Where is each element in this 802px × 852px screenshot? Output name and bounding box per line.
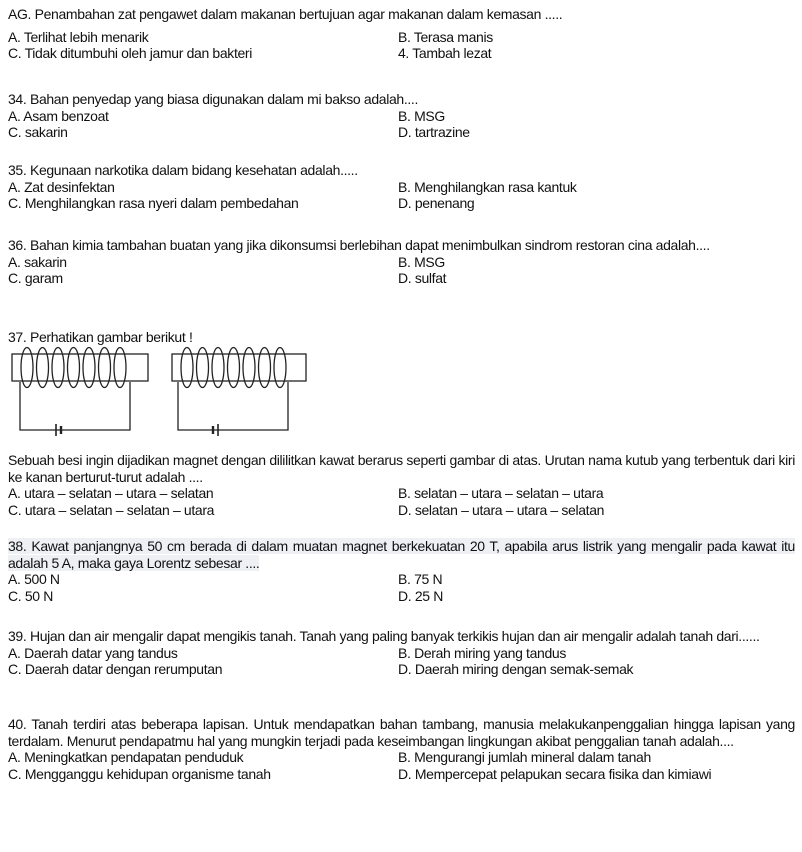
option-b[interactable]: B. MSG	[398, 107, 445, 124]
question-stem: 37. Perhatikan gambar berikut !	[8, 329, 193, 345]
option-d[interactable]: D. sulfat	[398, 270, 447, 286]
option-d[interactable]: D. Daerah miring dengan semak-semak	[398, 661, 634, 677]
option-c[interactable]: C. Daerah datar dengan rerumputan	[8, 661, 223, 677]
option-b[interactable]: B. 75 N	[398, 571, 443, 587]
option-b[interactable]: B. selatan – utara – selatan – utara	[398, 485, 604, 501]
option-b[interactable]: B. Derah miring yang tandus	[398, 644, 566, 661]
question-text: Sebuah besi ingin dijadikan magnet dengan dililitkan kawat berarus seperti gambar di atas. Urutan nama kutub yang terbentuk dari kiri ke kanan berturut-turut adalah ....	[8, 452, 795, 485]
option-a[interactable]: A. Terlihat lebih menarik	[8, 28, 149, 45]
question-40	[8, 716, 795, 782]
option-a[interactable]: A. utara – selatan – utara – selatan	[8, 485, 214, 501]
option-d[interactable]: D. tartrazine	[398, 124, 470, 140]
option-d[interactable]: D. Mempercepat pelapukan secara fisika dan kimiawi	[398, 765, 712, 782]
question-stem: 40. Tanah terdiri atas beberapa lapisan. Untuk mendapatkan bahan tambang, manusia melakukanpenggalian hingga lapisan yang terdalam. Menurut pendapatmu hal yang mungkin terjadi pada keseimbangan lingkungan akibat penggalian tanah adalah....	[8, 716, 795, 749]
option-d[interactable]: D. 25 N	[398, 587, 444, 604]
question-38	[8, 538, 795, 604]
option-a[interactable]: A. 500 N	[8, 571, 60, 587]
option-b[interactable]: B. Terasa manis	[398, 28, 493, 45]
question-ag	[8, 6, 795, 62]
question-39	[8, 628, 795, 678]
option-c[interactable]: C. Menghilangkan rasa nyeri dalam pembedahan	[8, 195, 299, 211]
option-c[interactable]: C. Tidak ditumbuhi oleh jamur dan bakteri	[8, 45, 253, 61]
solenoid-right	[172, 348, 306, 437]
question-stem: 36. Bahan kimia tambahan buatan yang jika dikonsumsi berlebihan dapat menimbulkan sindrom restoran cina adalah....	[8, 237, 710, 253]
question-34	[8, 91, 795, 141]
option-c[interactable]: C. Mengganggu kehidupan organisme tanah	[8, 765, 271, 782]
option-b[interactable]: B. MSG	[398, 253, 445, 270]
option-a[interactable]: A. sakarin	[8, 253, 67, 270]
question-35	[8, 162, 795, 212]
option-c[interactable]: C. 50 N	[8, 587, 54, 604]
question-36	[8, 237, 795, 287]
solenoid-left	[12, 348, 148, 437]
option-c[interactable]: C. utara – selatan – selatan – utara	[8, 501, 215, 518]
option-a[interactable]: A. Meningkatkan pendapatan penduduk	[8, 749, 244, 765]
option-a[interactable]: A. Zat desinfektan	[8, 178, 115, 195]
option-d[interactable]: D. selatan – utara – utara – selatan	[398, 501, 605, 518]
option-a[interactable]: A. Daerah datar yang tandus	[8, 644, 178, 661]
highlighted-text: 38. Kawat panjangnya 50 cm berada di dalam muatan magnet berkekuatan 20 T, apabila arus listrik yang mengalir pada kawat itu adalah 5 A, maka gaya Lorentz sebesar ....	[8, 538, 795, 571]
option-a[interactable]: A. Asam benzoat	[8, 107, 109, 124]
question-stem: 34. Bahan penyedap yang biasa digunakan dalam mi bakso adalah....	[8, 91, 419, 107]
option-d[interactable]: D. penenang	[398, 195, 475, 211]
option-d[interactable]: 4. Tambah lezat	[398, 45, 492, 61]
option-c[interactable]: C. garam	[8, 270, 63, 286]
option-b[interactable]: B. Menghilangkan rasa kantuk	[398, 178, 577, 195]
question-stem	[8, 538, 795, 571]
question-stem: 39. Hujan dan air mengalir dapat mengikis tanah. Tanah yang paling banyak terkikis hujan dan air mengalir adalah tanah dari......	[8, 628, 760, 644]
option-b[interactable]: B. Mengurangi jumlah mineral dalam tanah	[398, 749, 651, 765]
option-c[interactable]: C. sakarin	[8, 124, 68, 140]
solenoid-diagram	[0, 338, 320, 458]
question-37-body	[8, 452, 795, 518]
question-stem: 35. Kegunaan narkotika dalam bidang kesehatan adalah.....	[8, 162, 358, 178]
question-stem: AG. Penambahan zat pengawet dalam makanan bertujuan agar makanan dalam kemasan .....	[8, 6, 563, 22]
